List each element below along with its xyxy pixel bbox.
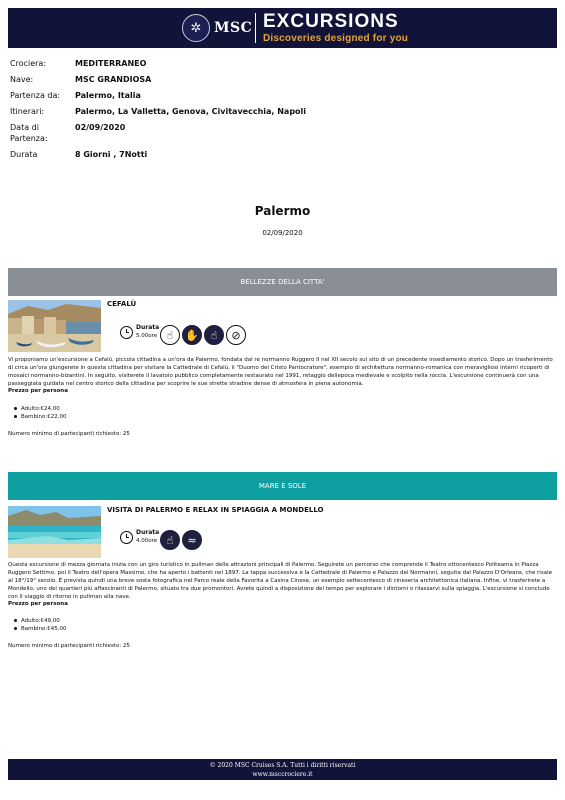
min-participants: Numero minimo di partecipanti richiesto: 25 — [8, 643, 130, 649]
msc-logo — [182, 12, 252, 44]
compass-rose-icon: ✲ — [182, 14, 210, 42]
info-value: 02/09/2020 — [75, 123, 126, 132]
duration-value: 5.00ore — [136, 333, 158, 339]
no-photo-icon: ⊘ — [226, 325, 246, 345]
brand-name: MSC — [214, 20, 253, 36]
section-band: MARE E SOLE — [8, 472, 557, 500]
min-participants: Numero minimo di partecipanti richiesto: 25 — [8, 431, 130, 437]
info-label: Nave: — [10, 75, 34, 84]
price-adult: Adulto:€49,00 — [14, 617, 66, 625]
price-child: Bambino:€22,00 — [14, 413, 66, 421]
price-title: Prezzo per persona — [8, 388, 68, 394]
excursion-icons — [160, 530, 202, 550]
excursion-icons — [160, 325, 246, 345]
info-label: Itinerari: — [10, 107, 45, 116]
excursion-photo-cefalu — [8, 300, 101, 352]
cefalu-photo — [8, 300, 101, 352]
price-child: Bambino:€45,00 — [14, 625, 66, 633]
walking-hand-icon: ✋ — [182, 325, 202, 345]
info-value: Palermo, Italia — [75, 91, 141, 100]
excursion-photo-mondello — [8, 506, 101, 558]
excursion-description: Vi proponiamo un'escursione a Cefalù, piccola cittadina a un'ora da Palermo, fondata dal re normanno Ruggero II nel XII secolo sul sito di un precedente insediamento storico. Dopo un trasferimento di circa un'ora giungerete in questa cittadina per visitare la Cattedrale di Cefalù, il "Duomo del Cristo Pantocratore", esempio di architettura normanno-romanica con meravigliosi interni ricoperti di mosaici normanno-bizantini. In seguito, visiterete il lavatoio pubblico completamente restaurato nel 1991, retaggio dellepoca medievale e scolpito nella roccia. L'escursione continuerà con una passeggiata guidata nel centro storico della cittadina per scoprire le sue strette stradine dense di atmosfera in piena autonomia. — [8, 357, 553, 387]
footer-copyright: © 2020 MSC Cruises S.A. Tutti i diritti riservati — [209, 762, 356, 769]
swimming-icon: ≈ — [182, 530, 202, 550]
price-list — [14, 617, 66, 633]
duration-block — [120, 529, 159, 545]
header-tagline: Discoveries designed for you — [263, 33, 409, 44]
duration-block — [120, 324, 159, 340]
clock-icon — [120, 326, 133, 339]
price-adult: Adulto:€24,00 — [14, 405, 66, 413]
info-label: Partenza: — [10, 134, 48, 143]
mondello-photo — [8, 506, 101, 558]
info-value: MSC GRANDIOSA — [75, 75, 152, 84]
clock-icon — [120, 531, 133, 544]
info-label: Crociera: — [10, 59, 47, 68]
info-label: Partenza da: — [10, 91, 61, 100]
excursion-description: Questa escursione di mezza giornata inizia con un giro turistico in pullman delle attrazioni principali di Palermo. Seguirete un percorso che comprende il Teatro ottocentesco Politeama in Piazza Ruggero Settimo, poi il Teatro dell'opera Massimo, che ha aperto i battenti nel 1897. La tappa successiva è la Cattedrale di Palermo e Palazzo dei Normanni, seguita dal Palazzo D'Orleans, che risale al 18°/19° secolo. È prevista quindi una breve sosta fotografica nel Parco reale della Favorita a Casina Cinese, un esempio settecentesco di cineseria architettonica italiana. Infine, vi trasferirete a Mondello, uno dei quartieri più affascinanti di Palermo, situato tra due promontori. Avrete quindi a disposizione del tempo per esplorare i dintorni o rilassarvi sulla spiaggia. L'escursione si conclude con il viaggio di ritorno in pullman alla nave. — [8, 562, 552, 600]
easy-level-icon: ☝ — [204, 325, 224, 345]
footer — [8, 759, 557, 780]
footer-website[interactable]: www.msccrociere.it — [252, 771, 313, 778]
price-list — [14, 405, 66, 421]
port-name: Palermo — [254, 204, 311, 218]
info-value: Palermo, La Valletta, Genova, Civitavecchia, Napoli — [75, 107, 307, 116]
excursion-title: VISITA DI PALERMO E RELAX IN SPIAGGIA A MONDELLO — [107, 506, 324, 514]
price-title: Prezzo per persona — [8, 601, 68, 607]
easy-level-icon: ☝ — [160, 530, 180, 550]
port-date: 02/09/2020 — [262, 229, 303, 237]
section-band: BELLEZZE DELLA CITTA' — [8, 268, 557, 296]
duration-value: 4.00ore — [136, 538, 158, 544]
header-banner — [8, 8, 557, 48]
header-divider — [255, 13, 256, 43]
excursion-title: CEFALÙ — [107, 300, 137, 308]
accessibility-info-icon: ☝ — [160, 325, 180, 345]
duration-label: Durata — [136, 324, 160, 331]
info-value: MEDITERRANEO — [75, 59, 147, 68]
header-title: EXCURSIONS — [263, 11, 399, 32]
info-value: 8 Giorni , 7Notti — [75, 150, 148, 159]
info-label: Durata — [10, 150, 38, 159]
duration-label: Durata — [136, 529, 160, 536]
info-label: Data di — [10, 123, 39, 132]
